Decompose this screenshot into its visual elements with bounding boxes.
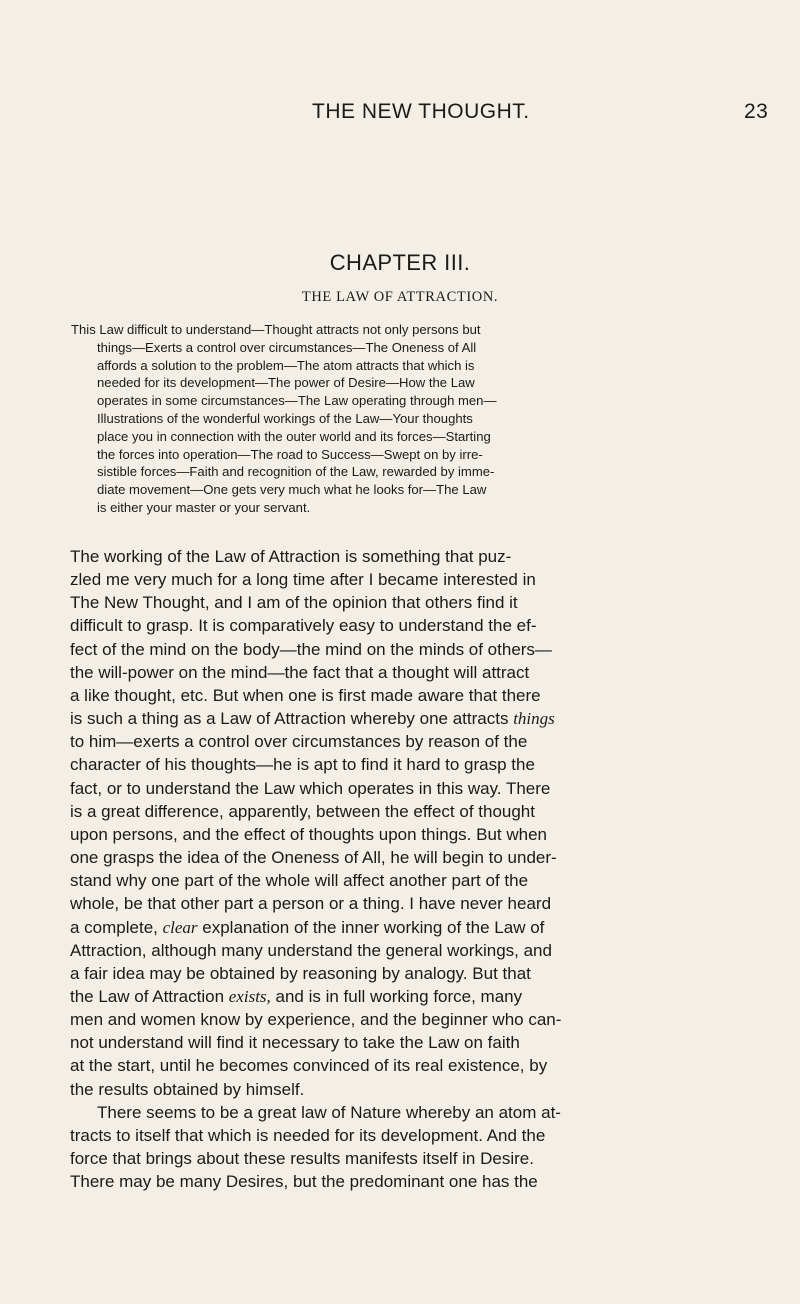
body-line-text: and is in full working force, many (270, 986, 523, 1006)
synopsis-line: sistible forces—Faith and recognition of the Law, rewarded by imme- (97, 464, 495, 480)
body-line: a fair idea may be obtained by reasoning by analogy. But that (70, 963, 531, 983)
body-line-text: is such a thing as a Law of Attraction whereby one attracts (70, 709, 514, 729)
synopsis-line: operates in some circumstances—The Law operating through men— (97, 393, 497, 409)
body-line (70, 985, 737, 1008)
running-head (0, 100, 800, 130)
body-line: force that brings about these results manifests itself in Desire. (70, 1149, 534, 1169)
body-line: upon persons, and the effect of thoughts upon things. But when (70, 824, 547, 844)
body-line: not understand will find it necessary to take the Law on faith (70, 1033, 520, 1053)
body-line: the results obtained by himself. (70, 1079, 305, 1099)
body-line: difficult to grasp. It is comparatively easy to understand the ef- (70, 616, 537, 636)
body-line-emphasis: exists, (228, 986, 271, 1006)
body-line: The working of the Law of Attraction is something that puz- (70, 547, 512, 566)
body-line-emphasis: things (513, 709, 555, 729)
synopsis-line: the forces into operation—The road to Success—Swept on by irre- (97, 446, 483, 462)
synopsis-line: affords a solution to the problem—The atom attracts that which is (97, 357, 475, 373)
synopsis-line: Illustrations of the wonderful workings of the Law—Your thoughts (97, 410, 473, 426)
body-line: is a great difference, apparently, between the effect of thought (70, 801, 535, 821)
body-line: at the start, until he becomes convinced of its real existence, by (70, 1056, 548, 1076)
chapter-synopsis (71, 321, 737, 517)
body-line: character of his thoughts—he is apt to find it hard to grasp the (70, 755, 535, 775)
body-line: a like thought, etc. But when one is first made aware that there (70, 685, 541, 705)
body-line: stand why one part of the whole will affect another part of the (70, 871, 529, 891)
synopsis-line: things—Exerts a control over circumstances—The Oneness of All (97, 339, 477, 355)
body-line: zled me very much for a long time after I became interested in (70, 570, 536, 590)
chapter-title: CHAPTER III. (329, 250, 471, 275)
synopsis-line: is either your master or your servant. (97, 499, 311, 515)
body-line-text: the Law of Attraction (70, 986, 229, 1006)
body-line: The New Thought, and I am of the opinion that others find it (70, 593, 518, 613)
chapter-subtitle: THE LAW OF ATTRACTION. (301, 289, 499, 305)
body-line (70, 707, 737, 730)
synopsis-line: This Law difficult to understand—Thought attracts not only persons but (71, 322, 481, 337)
synopsis-line: place you in connection with the outer world and its forces—Starting (97, 428, 491, 444)
body-text (70, 545, 737, 1193)
body-line: Attraction, although many understand the general workings, and (70, 940, 552, 960)
body-line: tracts to itself that which is needed for its development. And the (70, 1125, 546, 1145)
body-line: to him—exerts a control over circumstances by reason of the (70, 732, 528, 752)
body-line: the will-power on the mind—the fact that a thought will attract (70, 662, 530, 682)
body-line: one grasps the idea of the Oneness of All, he will begin to under- (70, 848, 557, 868)
body-line-text: a complete, (70, 917, 163, 937)
body-line: men and women know by experience, and the beginner who can- (70, 1010, 562, 1030)
running-title: THE NEW THOUGHT. (312, 100, 530, 123)
page-number: 23 (744, 100, 769, 123)
body-line: fact, or to understand the Law which operates in this way. There (70, 778, 551, 798)
body-line: whole, be that other part a person or a thing. I have never heard (70, 894, 552, 914)
body-line: fect of the mind on the body—the mind on the minds of others— (70, 639, 552, 659)
synopsis-line: needed for its development—The power of Desire—How the Law (97, 375, 475, 391)
body-line: There seems to be a great law of Nature whereby an atom at- (97, 1102, 561, 1122)
body-line-emphasis: clear (162, 917, 198, 937)
body-line: There may be many Desires, but the predominant one has the (70, 1172, 538, 1192)
synopsis-line: diate movement—One gets very much what he looks for—The Law (97, 482, 487, 498)
body-line (70, 916, 737, 939)
body-line-text: explanation of the inner working of the Law of (197, 917, 545, 937)
